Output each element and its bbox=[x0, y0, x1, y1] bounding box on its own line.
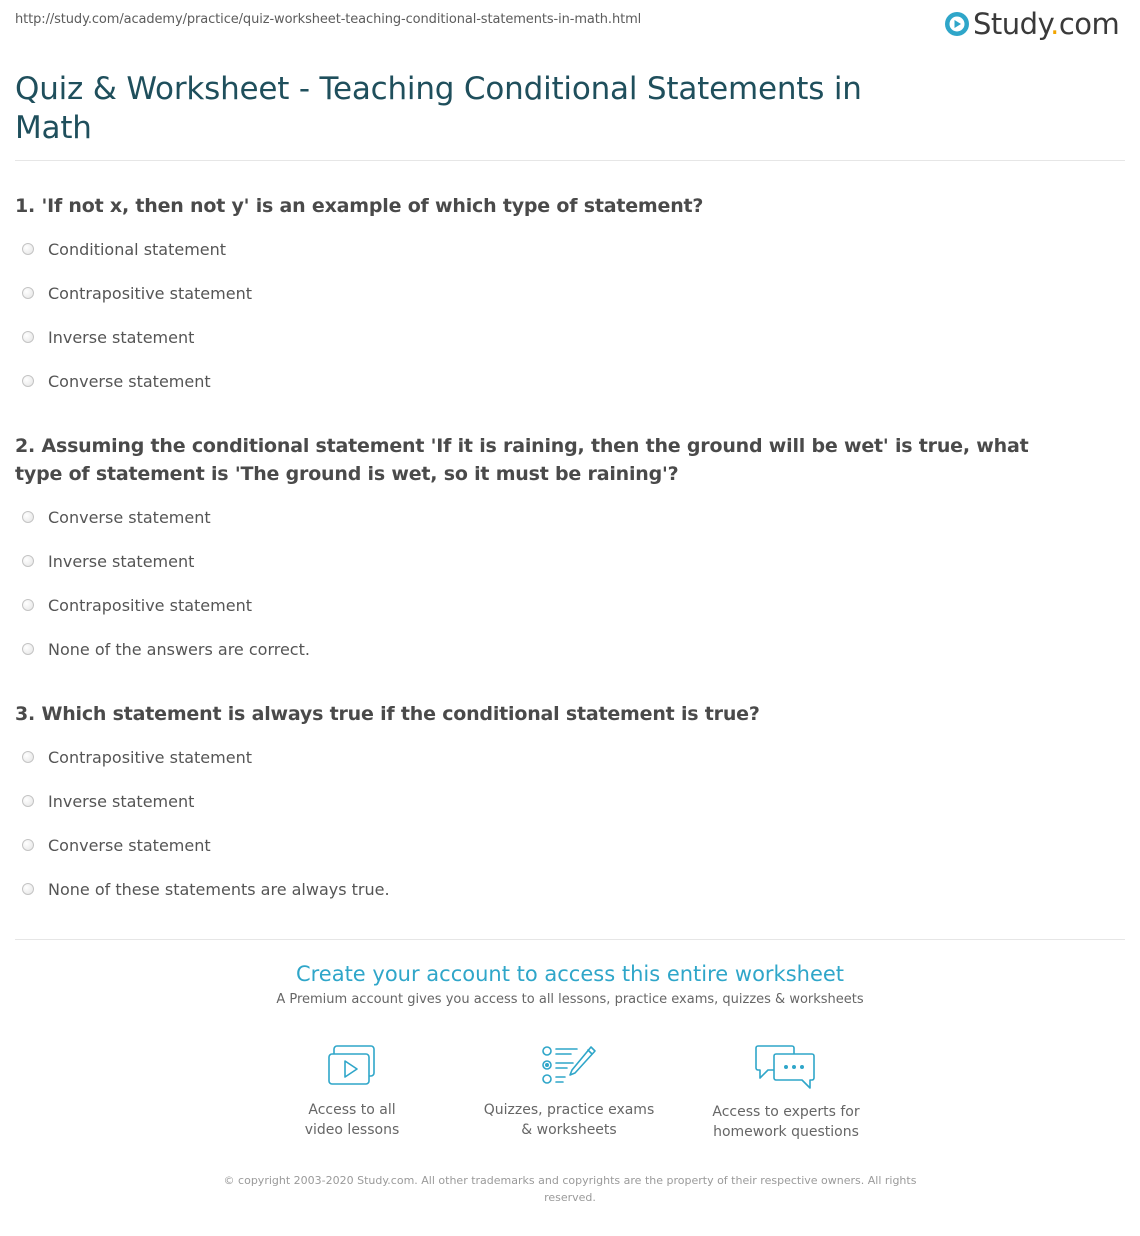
study-logo-text: Study.com bbox=[973, 7, 1120, 41]
answer-label: Inverse statement bbox=[48, 791, 195, 811]
page-url: http://study.com/academy/practice/quiz-worksheet-teaching-conditional-statements-in-math.html bbox=[15, 12, 642, 27]
feature-label: Access to all video lessons bbox=[304, 1102, 400, 1138]
radio-button[interactable] bbox=[22, 287, 34, 299]
answer-label: Converse statement bbox=[48, 371, 211, 391]
answer-label: Inverse statement bbox=[48, 551, 195, 571]
feature-video-lessons bbox=[252, 1044, 452, 1140]
premium-description: A Premium account gives you access to all lessons, practice exams, quizzes & worksheets bbox=[276, 992, 864, 1007]
copyright-footer: © copyright 2003-2020 Study.com. All other trademarks and copyrights are the property of their respective owners. All rights reserved. bbox=[223, 1174, 917, 1204]
video-lessons-icon bbox=[326, 1044, 378, 1088]
feature-experts bbox=[686, 1044, 886, 1142]
feature-label: Quizzes, practice exams & worksheets bbox=[483, 1102, 655, 1138]
feature-quizzes bbox=[469, 1044, 669, 1140]
answer-option[interactable] bbox=[22, 790, 194, 812]
answer-option[interactable] bbox=[22, 506, 211, 528]
answer-option[interactable] bbox=[22, 370, 211, 392]
answer-option[interactable] bbox=[22, 746, 252, 768]
answer-option[interactable] bbox=[22, 282, 252, 304]
answer-label: Contrapositive statement bbox=[48, 747, 252, 767]
radio-button[interactable] bbox=[22, 243, 34, 255]
question-1: 1. 'If not x, then not y' is an example of which type of statement? bbox=[15, 195, 704, 217]
create-account-link[interactable]: Create your account to access this entire worksheet bbox=[295, 962, 845, 986]
radio-button[interactable] bbox=[22, 331, 34, 343]
radio-button[interactable] bbox=[22, 643, 34, 655]
answer-label: Conditional statement bbox=[48, 239, 227, 259]
answer-label: None of these statements are always true. bbox=[48, 879, 390, 899]
study-logo-icon bbox=[944, 11, 970, 37]
radio-button[interactable] bbox=[22, 555, 34, 567]
chat-bubbles-icon bbox=[754, 1044, 818, 1090]
radio-button[interactable] bbox=[22, 883, 34, 895]
answer-option[interactable] bbox=[22, 834, 211, 856]
cta-divider bbox=[15, 939, 1125, 940]
answer-option[interactable] bbox=[22, 594, 252, 616]
study-logo[interactable] bbox=[944, 6, 1119, 42]
quiz-checklist-icon bbox=[541, 1044, 597, 1088]
answer-option[interactable] bbox=[22, 326, 194, 348]
radio-button[interactable] bbox=[22, 839, 34, 851]
radio-button[interactable] bbox=[22, 511, 34, 523]
answer-option[interactable] bbox=[22, 638, 310, 660]
answer-option[interactable] bbox=[22, 238, 226, 260]
answer-option[interactable] bbox=[22, 550, 194, 572]
feature-label: Access to experts for homework questions bbox=[712, 1104, 860, 1140]
radio-button[interactable] bbox=[22, 599, 34, 611]
answer-option[interactable] bbox=[22, 878, 390, 900]
answer-label: Contrapositive statement bbox=[48, 595, 252, 615]
radio-button[interactable] bbox=[22, 751, 34, 763]
title-divider bbox=[15, 160, 1125, 161]
answer-label: Contrapositive statement bbox=[48, 283, 252, 303]
question-2: 2. Assuming the conditional statement 'If it is raining, then the ground will be wet' is true, what type of statement is 'The ground is wet, so it must be raining'? bbox=[15, 435, 1029, 485]
answer-label: Converse statement bbox=[48, 835, 211, 855]
question-3: 3. Which statement is always true if the conditional statement is true? bbox=[15, 703, 760, 725]
radio-button[interactable] bbox=[22, 375, 34, 387]
answer-label: Converse statement bbox=[48, 507, 211, 527]
answer-label: None of the answers are correct. bbox=[48, 639, 310, 659]
page-title: Quiz & Worksheet - Teaching Conditional Statements in Math bbox=[15, 71, 862, 146]
radio-button[interactable] bbox=[22, 795, 34, 807]
answer-label: Inverse statement bbox=[48, 327, 195, 347]
